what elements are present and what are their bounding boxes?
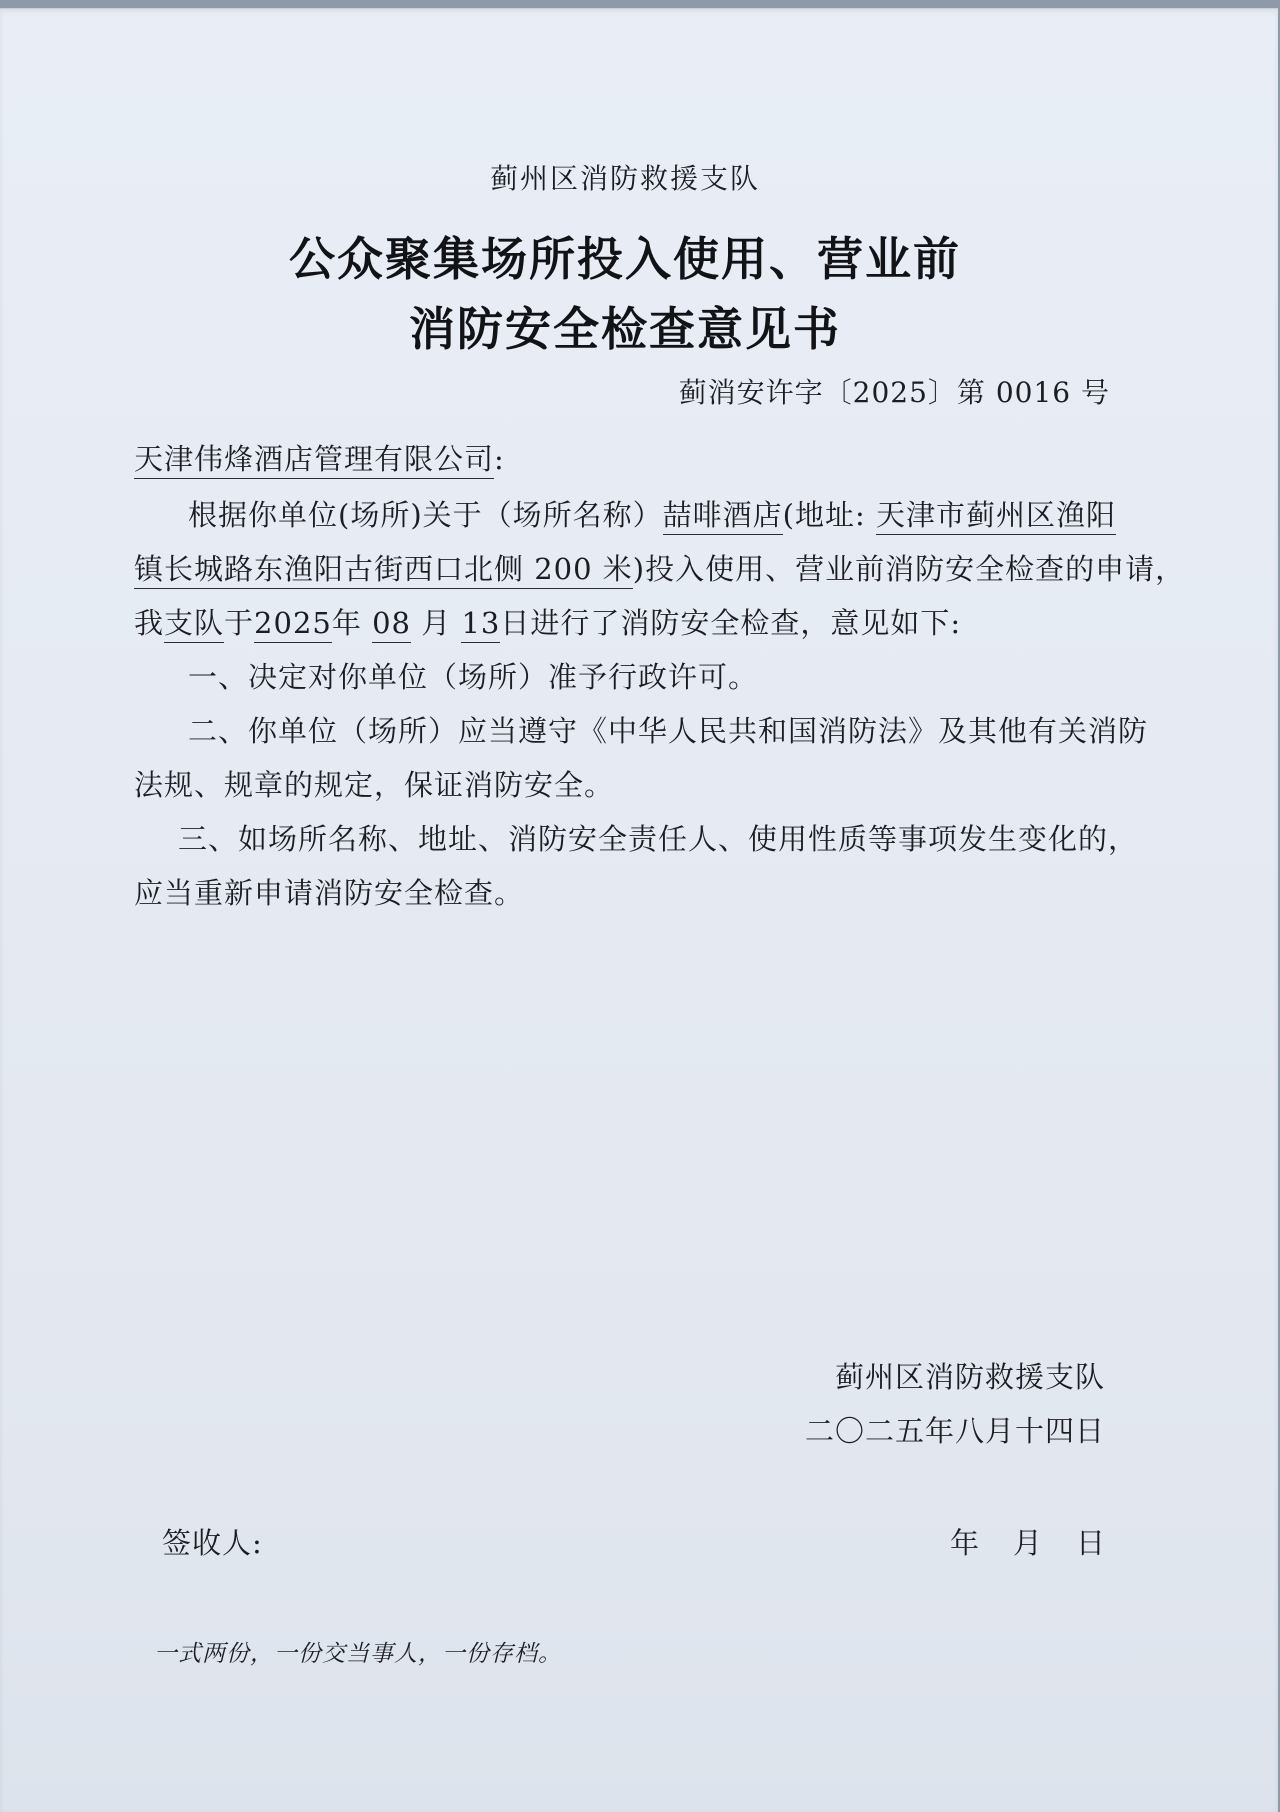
copies-footnote: 一式两份，一份交当事人，一份存档。 — [154, 1641, 562, 1667]
month-unit: 月 — [421, 606, 452, 640]
inspection-day: 13 — [461, 606, 500, 643]
receipt-month: 月 — [1012, 1526, 1042, 1560]
receipt-date-fields — [950, 1521, 1105, 1562]
inspection-year: 2025 — [254, 606, 332, 643]
recipient-colon: : — [494, 442, 505, 476]
address-label: (地址: — [782, 498, 876, 532]
receipt-year: 年 — [949, 1526, 979, 1560]
para1-prefix: 根据你单位(场所)关于（场所名称） — [188, 498, 663, 532]
paragraph-1-line-2 — [134, 547, 1185, 588]
day-unit-rest: 日进行了消防安全检查，意见如下: — [500, 606, 962, 640]
paragraph-1-line-3 — [134, 601, 961, 642]
venue-name: 喆啡酒店 — [663, 498, 783, 535]
document-title-line2: 消防安全检查意见书 — [409, 302, 841, 356]
inspecting-unit: 支队 — [164, 606, 224, 643]
opinion-item-3-line-1: 三、如场所名称、地址、消防安全责任人、使用性质等事项发生变化的， — [178, 822, 1139, 856]
document-sheet — [0, 8, 1278, 1812]
para1-we: 我 — [134, 606, 165, 640]
issuing-agency-header: 蓟州区消防救援支队 — [489, 162, 760, 195]
opinion-item-2-line-2: 法规、规章的规定，保证消防安全。 — [134, 768, 615, 802]
address-close: ) — [632, 552, 646, 586]
year-unit: 年 — [331, 606, 362, 640]
document-number: 蓟消安许字〔2025〕第 0016 号 — [678, 376, 1110, 409]
document-title-line1: 公众聚集场所投入使用、营业前 — [289, 232, 961, 286]
address-line-1: 天津市蓟州区渔阳 — [876, 498, 1116, 535]
receiver-label: 签收人: — [162, 1526, 263, 1560]
opinion-item-1: 一、决定对你单位（场所）准予行政许可。 — [188, 660, 759, 694]
recipient-line — [134, 437, 505, 478]
signature-agency: 蓟州区消防救援支队 — [834, 1360, 1105, 1394]
opinion-item-2-line-1: 二、你单位（场所）应当遵守《中华人民共和国消防法》及其他有关消防 — [188, 714, 1149, 748]
signature-date: 二〇二五年八月十四日 — [804, 1414, 1105, 1448]
receipt-day: 日 — [1075, 1526, 1105, 1560]
address-line-2: 镇长城路东渔阳古街西口北侧 200 米 — [134, 552, 633, 589]
opinion-item-3-line-2: 应当重新申请消防安全检查。 — [134, 876, 525, 910]
inspection-month: 08 — [372, 606, 411, 643]
paragraph-1-line-1 — [188, 493, 1116, 534]
para1-in: 于 — [224, 606, 255, 640]
recipient-name: 天津伟烽酒店管理有限公司 — [134, 442, 494, 479]
para1-after-address: 投入使用、营业前消防安全检查的申请， — [645, 552, 1186, 586]
